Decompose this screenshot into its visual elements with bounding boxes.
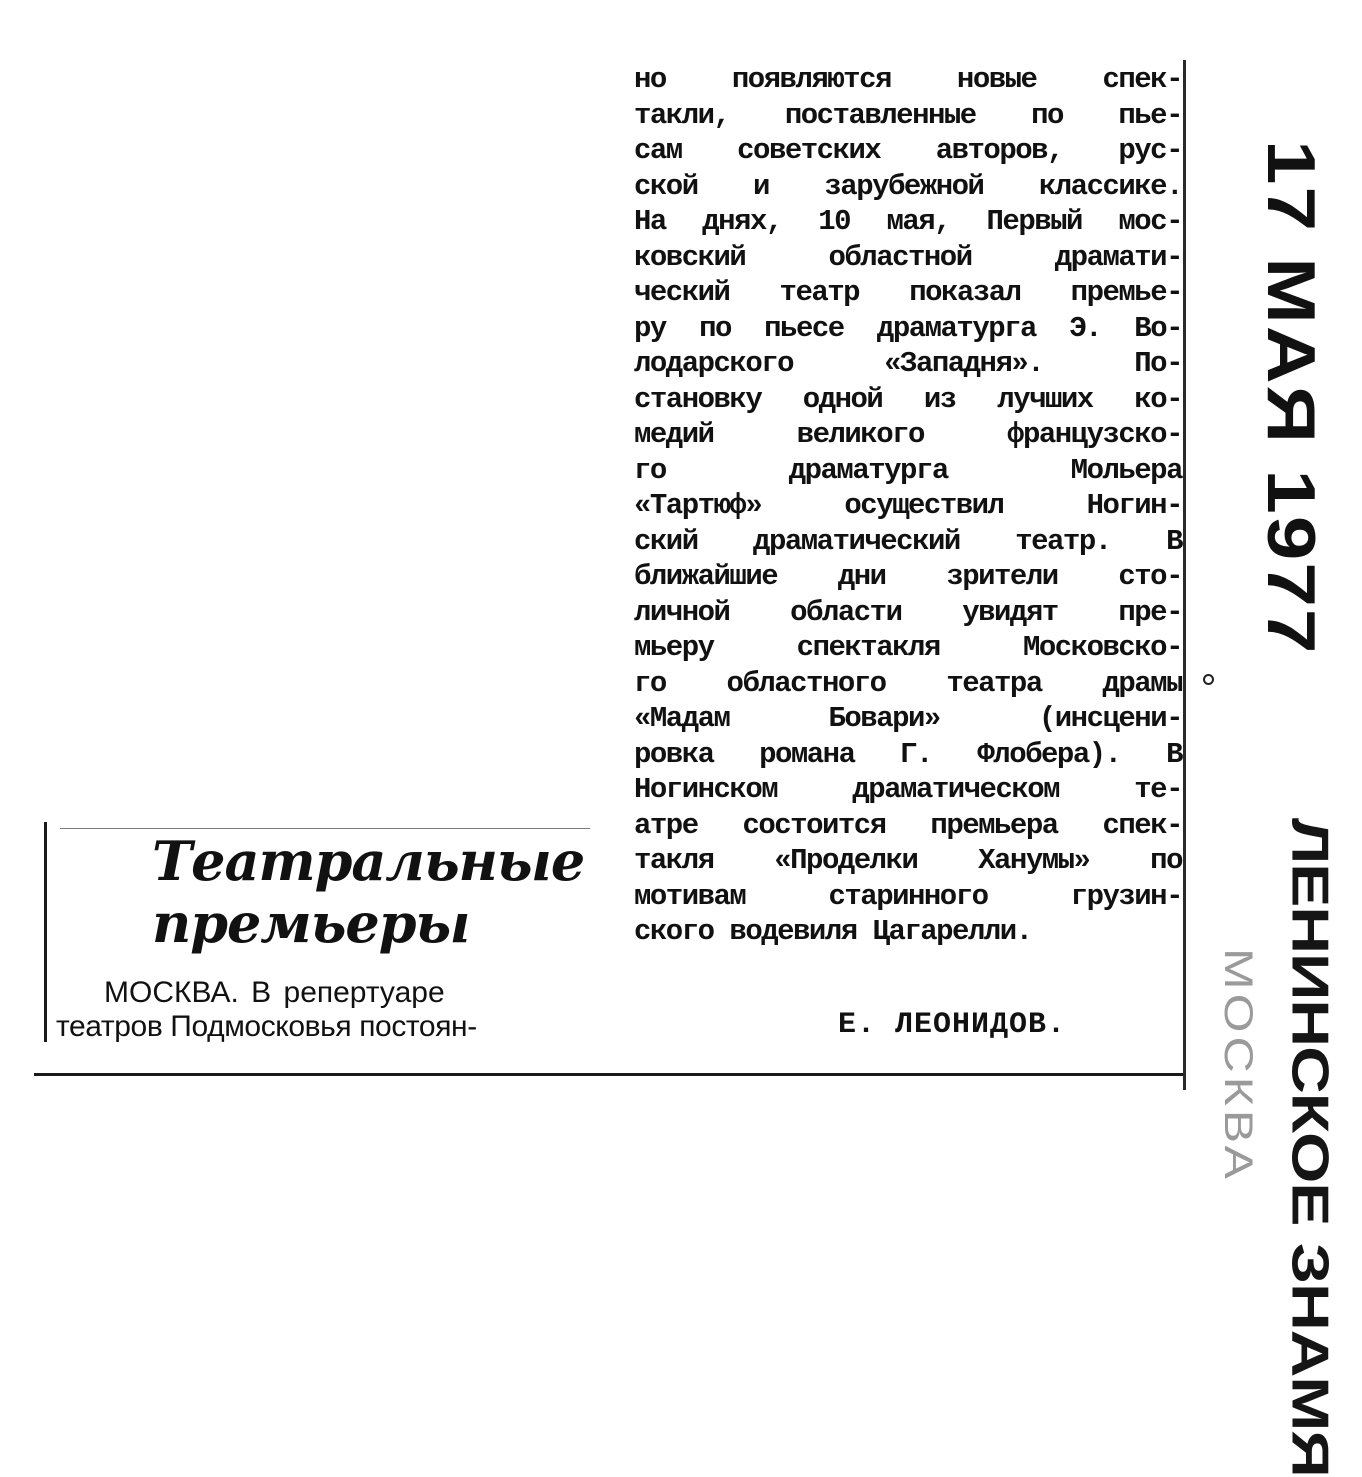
article-headline bbox=[60, 830, 600, 954]
article-author: Е. ЛЕОНИДОВ. bbox=[838, 1008, 1067, 1042]
article-line: атре состоится премьера спек- bbox=[634, 808, 1182, 842]
article-line: ковский областной драмати- bbox=[634, 240, 1182, 274]
article-line: ский драматический театр. В bbox=[634, 524, 1182, 558]
article-line: го областного театра драмы bbox=[634, 666, 1182, 700]
article-body-column bbox=[634, 62, 1182, 950]
article-line: ского водевиля Цагарелли. bbox=[634, 915, 1032, 948]
article-line: сам советских авторов, рус- bbox=[634, 134, 1182, 167]
article-line: такля «Проделки Ханумы» по bbox=[634, 844, 1182, 877]
article-line: ческий театр показал премье- bbox=[634, 276, 1182, 309]
bottom-rule bbox=[34, 1073, 1184, 1076]
left-column-rule bbox=[44, 822, 47, 1042]
article-line: мьеру спектакля Московско- bbox=[634, 631, 1182, 664]
vertical-rule bbox=[1183, 60, 1186, 1090]
article-lead bbox=[56, 976, 596, 1044]
headline-line-2: премьеры bbox=[152, 891, 470, 955]
article-line: ру по пьесе драматурга Э. Во- bbox=[634, 311, 1182, 345]
article-line: такли, поставленные по пье- bbox=[634, 98, 1182, 132]
article-line: ровка романа Г. Флобера). В bbox=[634, 737, 1182, 771]
article-line: ближайшие дни зрители сто- bbox=[634, 560, 1182, 593]
newspaper-city-stamp: МОСКВА bbox=[1216, 948, 1262, 1183]
date-stamp: 17 МАЯ 1977 bbox=[1253, 140, 1330, 656]
article-line: мотивам старинного грузин- bbox=[634, 879, 1182, 913]
newspaper-name-stamp: ЛЕНИНСКОЕ ЗНАМЯ bbox=[1281, 818, 1340, 1477]
headline-line-1: Театральные bbox=[152, 829, 585, 893]
article-line: го драматурга Мольера bbox=[634, 453, 1182, 487]
article-line: медий великого французско- bbox=[634, 418, 1182, 451]
article-line: «Мадам Бовари» (инсцени- bbox=[634, 702, 1182, 735]
article-line: но появляются новые спек- bbox=[634, 63, 1182, 96]
article-line: Ногинском драматическом те- bbox=[634, 773, 1182, 806]
article-line: лодарского «Западня». По- bbox=[634, 347, 1182, 380]
article-line: ской и зарубежной классике. bbox=[634, 169, 1182, 203]
article-line: личной области увидят пре- bbox=[634, 595, 1182, 629]
article-line: становку одной из лучших ко- bbox=[634, 382, 1182, 416]
article-line: «Тартюф» осуществил Ногин- bbox=[634, 489, 1182, 522]
article-line: На днях, 10 мая, Первый мос- bbox=[634, 205, 1182, 238]
lead-line-2: театров Подмосковья постоян- bbox=[56, 1010, 477, 1043]
lead-line-1: МОСКВА. В репертуаре bbox=[104, 976, 445, 1009]
ink-speck bbox=[1203, 674, 1214, 685]
